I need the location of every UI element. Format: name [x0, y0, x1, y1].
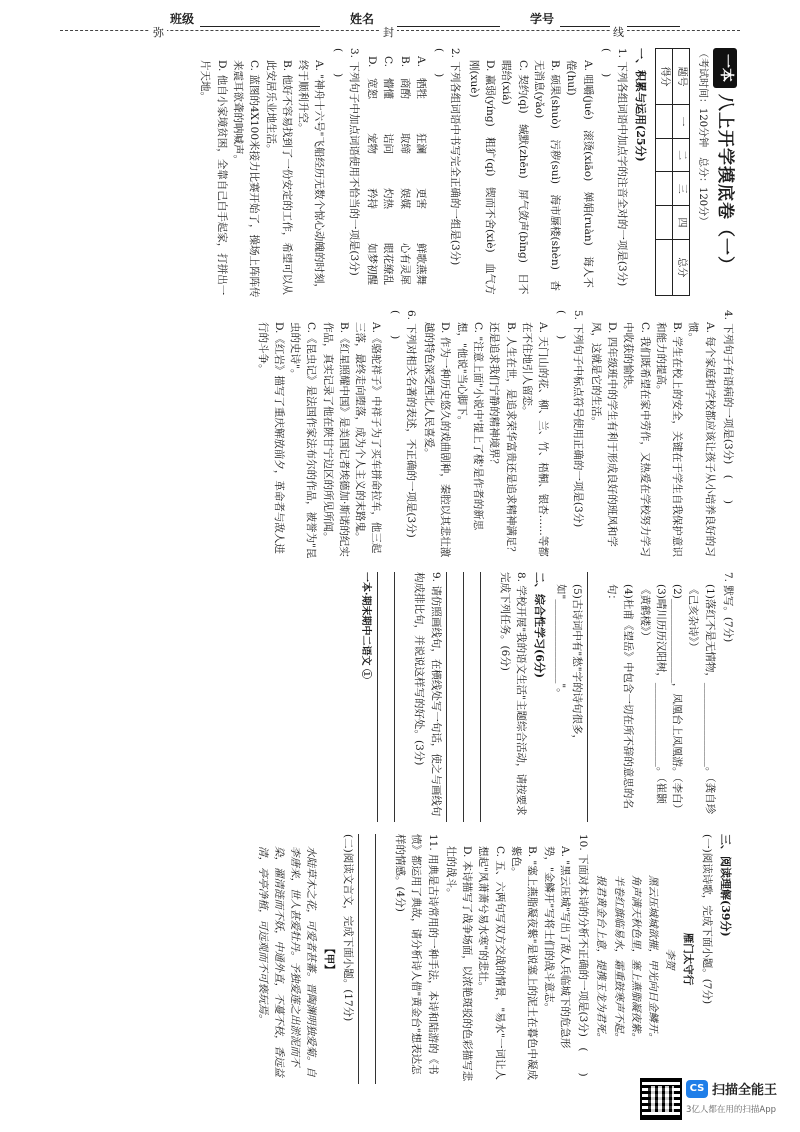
question-6: 6. 下列对相关名著的表述，不正确的一项是(3分) ( ) — [388, 310, 417, 549]
score-cell: 二 — [673, 138, 690, 172]
column-2 — [38, 310, 738, 560]
page-footer: 一本·期末期中二语文 ① — [360, 572, 372, 679]
column-3 — [38, 572, 738, 822]
question-3: 3. 下列句子中加点词语使用不恰当的一项是(3分) ( ) — [331, 48, 360, 287]
exam-sheet-wrapper — [28, 48, 738, 1088]
option-letter: A. — [414, 56, 427, 67]
passage-label: 【甲】 — [322, 943, 335, 975]
watermark-title: 扫描全能王 — [712, 1083, 778, 1098]
answer-line[interactable] — [375, 834, 390, 1084]
score-input[interactable] — [656, 138, 673, 172]
answer-line[interactable] — [587, 572, 602, 822]
section-heading: 三、阅读理解(39分) — [719, 834, 732, 937]
option-word: 宠物 — [366, 133, 379, 154]
name-label: 姓名 — [350, 12, 375, 26]
reading-part-2-title: (二)阅读文言文，完成下面小题。(17分) — [341, 834, 354, 1022]
classical-passage: 水陆草木之花，可爱者甚蕃。晋陶渊明独爱菊。自李唐来，世人甚爱牡丹。予独爱莲之出淤泥而不染，濯清涟而不妖，中通外直，不蔓不枝，香远益清，亭亭净植，可远观而不可亵玩焉。 — [256, 846, 318, 1077]
answer-sheet-header — [0, 0, 800, 40]
class-label: 班级 — [170, 12, 195, 26]
option[interactable]: C.《昆虫记》是法国作家法布尔的作品，被誉为"昆虫的史诗"。 — [289, 322, 318, 559]
watermark-subtitle: 3亿人都在用的扫描App — [686, 1105, 777, 1115]
answer-line[interactable] — [394, 572, 409, 822]
option-grid[interactable] — [364, 48, 429, 298]
poem-line: 角声满天秋色里，塞上燕脂凝夜紫。 — [629, 875, 642, 1043]
option[interactable]: A. "神舟十六号"飞船经历无数个惊心动魄的时刻，终于顺利升空。 — [297, 60, 326, 294]
column-1 — [38, 48, 738, 298]
option[interactable]: B. 他好不容易找到了一份安定的工作，希望可以从此安居乐业地生活。 — [264, 60, 293, 295]
score-input[interactable] — [656, 206, 673, 240]
option-word: 鲜歌燕舞 — [414, 243, 427, 285]
recitation-line[interactable]: (3)晴川历历汉阳树，________________。（崔颢《黄鹤楼》） — [638, 584, 667, 804]
option[interactable]: A. "黑云压城"写出了敌人兵临城下的危急形势，"金鳞开"写将士们的战斗意志。 — [542, 846, 571, 1049]
score-cell: 得分 — [656, 49, 673, 105]
option-word: 如梦初醒 — [366, 243, 379, 285]
option-letter: D. — [366, 56, 379, 68]
option[interactable]: C. 我们既希望在家中劳作，又热爱在学校努力学习中收获的愉快。 — [622, 322, 651, 557]
option[interactable]: A. 天门山的花、柳、兰、竹、梧桐、银杏……等都在不住地引人留恋。 — [520, 322, 550, 557]
option-word: 懵懂 — [382, 78, 395, 99]
poem-line: 黑云压城城欲摧，甲光向日金鳞开。 — [647, 875, 660, 1043]
exam-sheet — [28, 48, 738, 1088]
option[interactable]: A. 每个家庭和学校都应该让孩子从小培养良好的习惯。 — [687, 322, 716, 557]
score-cell: 题号 — [673, 49, 690, 105]
option-word: 取缔 — [398, 133, 411, 154]
option[interactable]: D.《红岩》描写了重庆解放前夕，革命者与敌人进行的斗争。 — [256, 322, 285, 554]
option[interactable]: B.《红星照耀中国》是美国记者埃德加·斯诺的纪实作品，真实记录了他在陕甘宁边区的所见所闻。 — [321, 322, 350, 557]
option[interactable]: B. "塞上燕脂凝夜紫"是说塞上的泥土在暮色中凝成紫色。 — [510, 846, 539, 1081]
section-heading: 二、综合性学习(6分) — [533, 572, 547, 679]
score-input[interactable] — [656, 239, 673, 295]
question-10: 10. 下面对本诗的分析不正确的一项是(3分) ( ) — [577, 834, 590, 1077]
answer-line[interactable] — [377, 572, 392, 822]
exam-title: 八上开学摸底卷（一） — [715, 94, 735, 274]
seal-mark: 弥 — [150, 24, 167, 40]
reading-part-1-title: (一)阅读诗歌，完成下面小题。(7分) — [700, 834, 713, 1005]
option-word: 狂澜 — [414, 133, 427, 154]
camscanner-logo-icon: CS — [686, 1080, 708, 1098]
option-letter: C. — [382, 56, 395, 67]
question-5: 5. 下列句子中标点符号使用正确的一项是(3分) ( ) — [555, 310, 584, 538]
poem-title: 雁门太守行 — [681, 932, 694, 986]
scanner-watermark — [640, 1076, 790, 1124]
score-input[interactable] — [656, 172, 673, 206]
seal-mark: 线 — [610, 24, 627, 40]
recitation-line[interactable]: (2)________________，凤凰台上凤凰游。（李白） — [671, 584, 684, 815]
option-word: 诘问 — [382, 133, 395, 154]
time-info: （考试时间：120分钟 总分：120分） — [696, 48, 708, 227]
qr-code-icon[interactable] — [640, 1078, 682, 1120]
id-field — [530, 10, 680, 27]
option[interactable]: D. 作为一种历史悠久的戏曲剧种，秦腔以其悲壮激越的特色深受西北人民喜爱。 — [423, 322, 452, 558]
title-row — [712, 48, 738, 298]
option-word: 商酌 — [398, 78, 411, 99]
score-cell: 四 — [673, 206, 690, 240]
score-cell: 一 — [673, 105, 690, 139]
option[interactable]: C. 契约(qì) 缄默(zhēn) 屏气敛声(bīng) 日不暇给(xiá) — [500, 60, 529, 295]
option[interactable]: C. "注意上面"小说中'提上了楼'是作者的新思想，"他说"当心脚下。 — [455, 322, 485, 531]
option-word: 更害 — [414, 188, 427, 209]
question-7: 7. 默写。(7分) — [722, 572, 734, 643]
option[interactable]: B. 学生在校上的安全，关键在于学生自我保护意识和能力的提高。 — [654, 322, 684, 557]
answer-line[interactable] — [446, 572, 461, 822]
option[interactable]: A. 咀嚼(jué) 滚烫(xiāo) 婵娟(ruàn) 诲人不倦(huǐ) — [565, 60, 594, 288]
option-word: 眼花缭乱 — [382, 243, 395, 285]
score-cell: 总分 — [673, 239, 690, 295]
class-input-line[interactable] — [200, 26, 320, 27]
score-table — [655, 48, 690, 296]
question-4: 4. 下列句子有语病的一项是(3分) ( ) — [722, 310, 734, 504]
score-cell: 三 — [673, 172, 690, 206]
option-word: 娱媒 — [398, 188, 411, 209]
option[interactable]: D. 四年级班中的学生有利于形成良好的班风和学风，这就是它的生活。 — [589, 322, 619, 547]
option[interactable]: A.《骆驼祥子》中祥子为了买车拼命拉车，他三起三落，最终走向堕落，成为个人主义的末路鬼。 — [354, 322, 383, 554]
option[interactable]: B. 人生在世，是追求荣华富贵还是追求精神满足？还是追求我们宁静的精神境界？ — [488, 322, 517, 557]
option-word: 心有灵犀 — [398, 243, 411, 285]
question-2: 2. 下列各组词语中书写完全正确的一组是(3分) ( ) — [433, 48, 462, 276]
recitation-line[interactable]: (1)落红不是无情物，________________。（龚自珍《己亥杂诗》） — [687, 584, 716, 815]
question-9: 9. 请仿照画线句，在横线处写一句话，使之与画线句构成排比句，并说说这样写的好处。(3分) — [413, 572, 442, 817]
score-input[interactable] — [656, 105, 673, 139]
option-word: 矜持 — [366, 188, 379, 209]
option-letter: B. — [398, 56, 411, 68]
brand-badge: 一本 — [713, 48, 737, 88]
score-value-row — [656, 49, 673, 296]
option[interactable]: B. 硕果(shuò) 污秽(suì) 海市蜃楼(shèn) 杳无消息(yǎo) — [532, 60, 562, 291]
name-input-line[interactable] — [380, 26, 500, 27]
id-label: 学号 — [530, 12, 555, 26]
option-word: 灼热 — [382, 188, 395, 209]
name-field — [350, 10, 500, 27]
option[interactable]: C. 蓝图的4X100米接力比赛开始了，操场上阵阵传来震耳欲聋的呐喊声。 — [232, 60, 261, 298]
recitation-line[interactable]: (5)古诗词中有"愁"字的诗句很多，如"________________"。 — [554, 584, 583, 746]
option[interactable]: D. 他自小家境贫困，全靠自己白手起家，打拼出一片天地。 — [199, 60, 228, 296]
answer-line[interactable] — [463, 572, 478, 822]
question-1: 1. 下列各组词语中加点字的注音全对的一项是(3分) ( ) — [599, 48, 629, 297]
answer-line[interactable] — [358, 834, 373, 1084]
option[interactable]: D. 本诗描写了战争场面，以浓艳斑驳的色彩描写悲壮的战斗。 — [444, 846, 474, 1082]
poem-line: 报君黄金台上意，提携玉龙为君死。 — [595, 875, 608, 1043]
section-heading: 一、积累与运用(25分) — [634, 48, 648, 162]
class-field — [170, 10, 320, 27]
poem-line: 半卷红旗临易水，霜重鼓寒声不起。 — [612, 875, 625, 1043]
seal-mark: 封 — [380, 24, 397, 40]
score-header-row — [673, 49, 690, 296]
option[interactable]: D. 赢弱(yíng) 粗犷(qí) 锲而不舍(xiè) 血气方刚(xuè) — [467, 60, 496, 295]
option-word: 宽恕 — [366, 78, 379, 99]
question-8: 8. 学校开展"我的语文生活"主题综合活动，请按要求完成下列任务。(6分) — [499, 572, 528, 816]
question-11: 11. 用典是古诗常用的一种手法，本诗和陆游的《书愤》都运用了典故，请分析诗人借"黄金台"想表达怎样的情感。(4分) — [394, 834, 439, 1075]
column-4 — [38, 834, 738, 1084]
seal-line — [60, 26, 740, 39]
option[interactable]: C. 五、六两句写双方交战的情景，"易水"一词让人想起"风萧萧兮易水寒"的悲壮。 — [477, 846, 506, 1080]
option-word: 牺牲 — [414, 78, 427, 99]
recitation-line[interactable]: (4)杜甫《望岳》中包含一切在所不辞的意思的名句： — [606, 584, 635, 809]
answer-line[interactable] — [480, 572, 495, 822]
poem-author: 李贺 — [664, 948, 677, 970]
